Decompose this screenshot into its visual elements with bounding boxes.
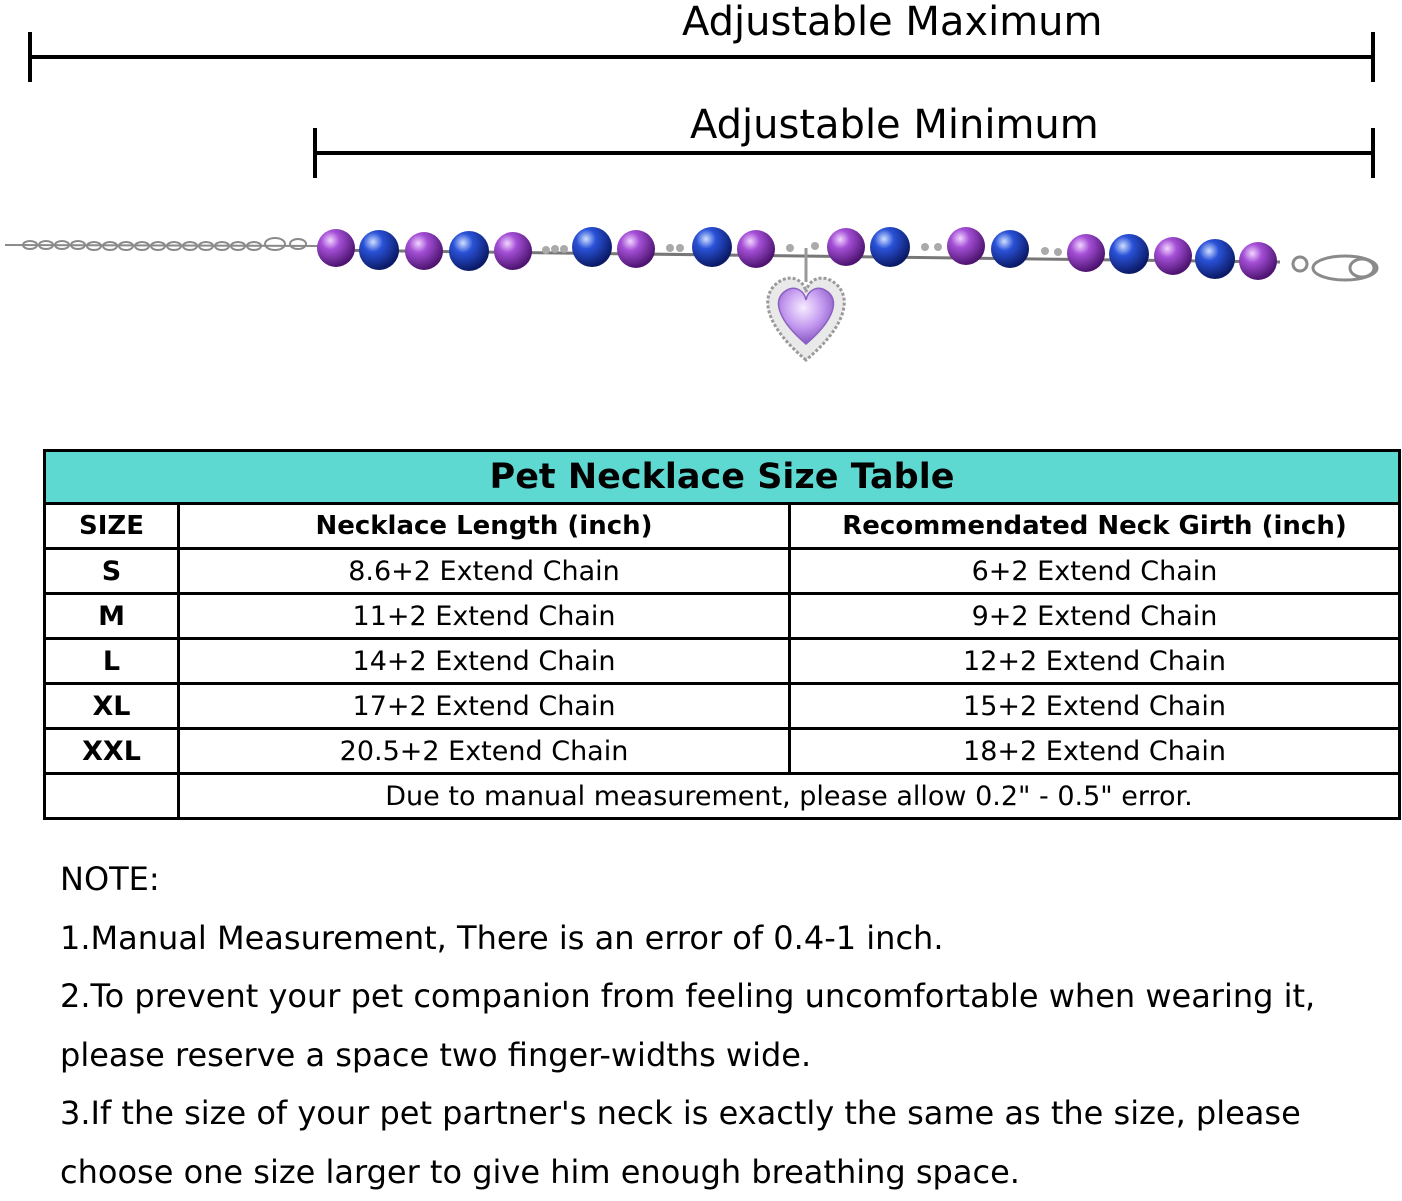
footer-empty-cell [45,774,179,819]
table-row [45,729,1400,774]
table-row [45,684,1400,729]
heart-pendant [768,248,845,360]
extension-chain [5,238,320,250]
note-item: 3.If the size of your pet partner's neck is exactly the same as the size, please choose one size larger to give him enough breathing space. [60,1094,1301,1191]
beads [317,227,1277,280]
table-row [45,639,1400,684]
row-length: 20.5+2 Extend Chain [179,729,790,774]
adjustable-maximum-label: Adjustable Maximum [682,0,1103,45]
necklace-image [0,200,1402,380]
row-size: M [45,594,179,639]
row-size: S [45,549,179,594]
table-row [45,549,1400,594]
row-length: 11+2 Extend Chain [179,594,790,639]
row-girth: 9+2 Extend Chain [790,594,1400,639]
row-size: L [45,639,179,684]
row-girth: 15+2 Extend Chain [790,684,1400,729]
row-length: 14+2 Extend Chain [179,639,790,684]
row-size: XXL [45,729,179,774]
note-item: 1.Manual Measurement, There is an error of 0.4-1 inch. [60,918,944,957]
row-length: 17+2 Extend Chain [179,684,790,729]
row-girth: 18+2 Extend Chain [790,729,1400,774]
header-neck-girth: Recommendated Neck Girth (inch) [790,504,1400,549]
header-necklace-length: Necklace Length (inch) [179,504,790,549]
row-girth: 6+2 Extend Chain [790,549,1400,594]
note-item: 2.To prevent your pet companion from feeling uncomfortable when wearing it, please reserve a space two finger-widths wide. [60,977,1316,1074]
lobster-clasp [1293,256,1377,280]
table-row [45,594,1400,639]
row-length: 8.6+2 Extend Chain [179,549,790,594]
adjustable-minimum-label: Adjustable Minimum [690,102,1099,148]
table-title: Pet Necklace Size Table [45,451,1400,504]
row-size: XL [45,684,179,729]
size-table [43,449,1401,820]
notes-heading: NOTE: [60,860,160,898]
row-girth: 12+2 Extend Chain [790,639,1400,684]
table-footer-note: Due to manual measurement, please allow 0.2" - 0.5" error. [179,774,1400,819]
notes-section [60,850,1395,1201]
header-size: SIZE [45,504,179,549]
